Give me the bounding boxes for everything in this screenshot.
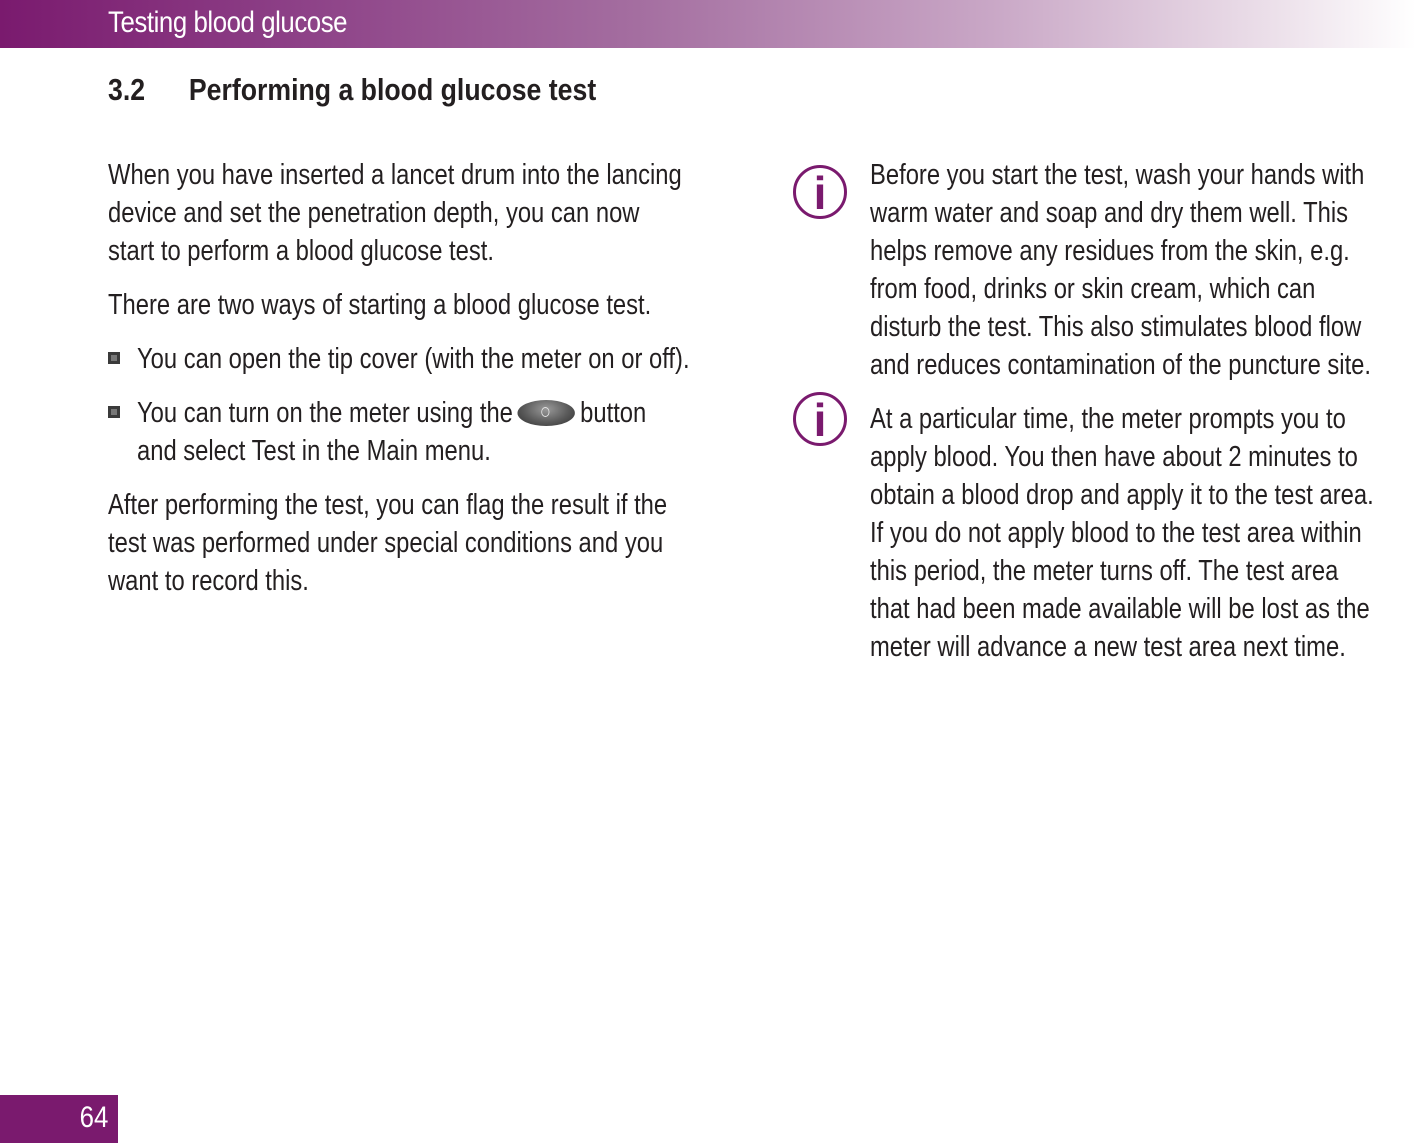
bullet-item [108, 340, 748, 378]
bullet-text: You can open the tip cover (with the meter on or off). [137, 343, 690, 375]
header-band [0, 0, 1416, 48]
info-line: At a particular time, the meter prompts you to [870, 403, 1346, 435]
intro-line: start to perform a blood glucose test. [108, 235, 494, 267]
after-line: After performing the test, you can flag the result if the [108, 489, 668, 521]
bullet-square-icon [108, 406, 120, 418]
page-number: 64 [79, 1101, 108, 1134]
bullet-square-icon [108, 352, 120, 364]
after-line: want to record this. [108, 565, 309, 597]
info-icon: i [793, 165, 847, 219]
bullet-text-before: You can turn on the meter using the [137, 397, 513, 429]
info-line: disturb the test. This also stimulates blood flow [870, 311, 1362, 343]
header-title: Testing blood glucose [108, 6, 348, 39]
info-line: Before you start the test, wash your hands with [870, 159, 1365, 191]
bullet-item [108, 394, 748, 470]
intro-line: When you have inserted a lancet drum into the lancing [108, 159, 682, 191]
bullet-text-after: button [580, 397, 647, 429]
info-line: If you do not apply blood to the test area within [870, 517, 1362, 549]
info-note-hand-washing [870, 156, 1416, 384]
info-line: apply blood. You then have about 2 minutes to [870, 441, 1358, 473]
left-column [108, 156, 748, 600]
info-line: from food, drinks or skin cream, which can [870, 273, 1316, 305]
section-heading [108, 72, 596, 108]
info-line: obtain a blood drop and apply it to the test area. [870, 479, 1374, 511]
intro-line: device and set the penetration depth, you can now [108, 197, 640, 229]
bullet-text-line [137, 394, 647, 432]
info-line: warm water and soap and dry them well. This [870, 197, 1349, 229]
info-line: and reduces contamination of the puncture site. [870, 349, 1372, 381]
section-title: Performing a blood glucose test [188, 72, 597, 107]
after-line: test was performed under special conditions and you [108, 527, 664, 559]
section-number: 3.2 [108, 72, 146, 107]
info-line: this period, the meter turns off. The test area [870, 555, 1339, 587]
info-line: meter will advance a new test area next time. [870, 631, 1346, 663]
info-line: that had been made available will be lost as the [870, 593, 1370, 625]
ways-line: There are two ways of starting a blood glucose test. [108, 289, 652, 321]
info-note-timeout [870, 400, 1416, 666]
info-line: helps remove any residues from the skin, e.g. [870, 235, 1350, 267]
info-icon: i [793, 392, 847, 446]
power-button-icon [518, 400, 575, 426]
right-column [870, 156, 1416, 666]
bullet-text-line: and select Test in the Main menu. [137, 435, 491, 467]
page-number-box [0, 1095, 118, 1143]
